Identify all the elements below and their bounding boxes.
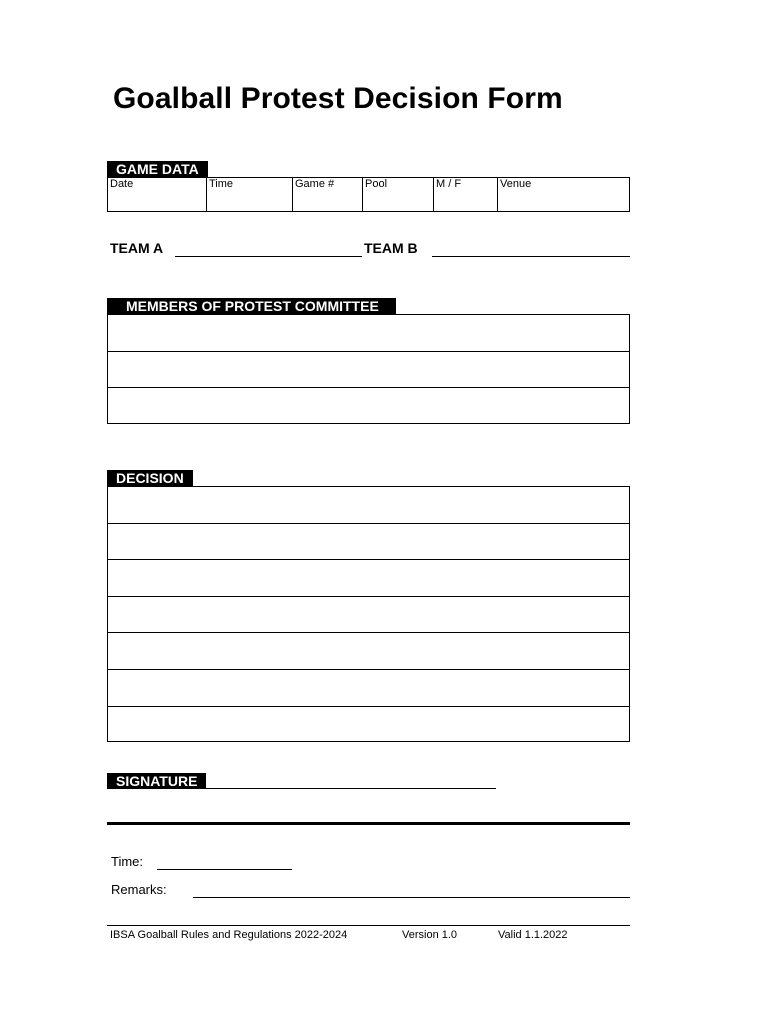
- team-b-line[interactable]: [432, 256, 630, 257]
- game-data-table: [107, 177, 630, 212]
- time-label: Time: [209, 178, 234, 190]
- committee-label: MEMBERS OF PROTEST COMMITTEE: [107, 298, 396, 314]
- signature-label: SIGNATURE: [107, 773, 206, 789]
- remarks-label: Remarks:: [111, 882, 167, 897]
- pool-label: Pool: [365, 178, 388, 190]
- footer-version: Version 1.0: [402, 929, 458, 941]
- team-a-label: TEAM A: [110, 240, 164, 256]
- venue-field[interactable]: [498, 178, 629, 211]
- decision-row[interactable]: [108, 670, 629, 707]
- time-field[interactable]: [207, 178, 293, 211]
- decision-row[interactable]: [108, 560, 629, 597]
- time-line[interactable]: [157, 869, 292, 870]
- decision-label: DECISION: [107, 470, 193, 486]
- decision-row[interactable]: [108, 707, 629, 740]
- date-field[interactable]: [108, 178, 207, 211]
- gender-label: M / F: [436, 178, 462, 190]
- team-a-line[interactable]: [175, 256, 362, 257]
- date-label: Date: [110, 178, 134, 190]
- game-number-field[interactable]: [293, 178, 363, 211]
- committee-row[interactable]: [108, 388, 629, 422]
- committee-row[interactable]: [108, 352, 629, 389]
- gender-field[interactable]: [434, 178, 498, 211]
- divider: [107, 822, 630, 825]
- footer-rules: IBSA Goalball Rules and Regulations 2022-2024: [110, 929, 348, 941]
- team-b-label: TEAM B: [364, 240, 418, 256]
- footer-valid: Valid 1.1.2022: [498, 929, 568, 941]
- decision-box: [107, 486, 630, 742]
- remarks-line[interactable]: [193, 897, 630, 898]
- footer-rule: [107, 925, 630, 926]
- game-data-label: GAME DATA: [107, 161, 208, 177]
- venue-label: Venue: [500, 178, 532, 190]
- time-label: Time:: [111, 854, 144, 869]
- committee-row[interactable]: [108, 315, 629, 352]
- decision-row[interactable]: [108, 524, 629, 561]
- game-number-label: Game #: [295, 178, 335, 190]
- decision-row[interactable]: [108, 633, 629, 670]
- signature-line[interactable]: [206, 788, 496, 789]
- committee-box: [107, 314, 630, 424]
- pool-field[interactable]: [363, 178, 434, 211]
- decision-row[interactable]: [108, 597, 629, 634]
- page-title: Goalball Protest Decision Form: [113, 82, 563, 115]
- decision-row[interactable]: [108, 487, 629, 524]
